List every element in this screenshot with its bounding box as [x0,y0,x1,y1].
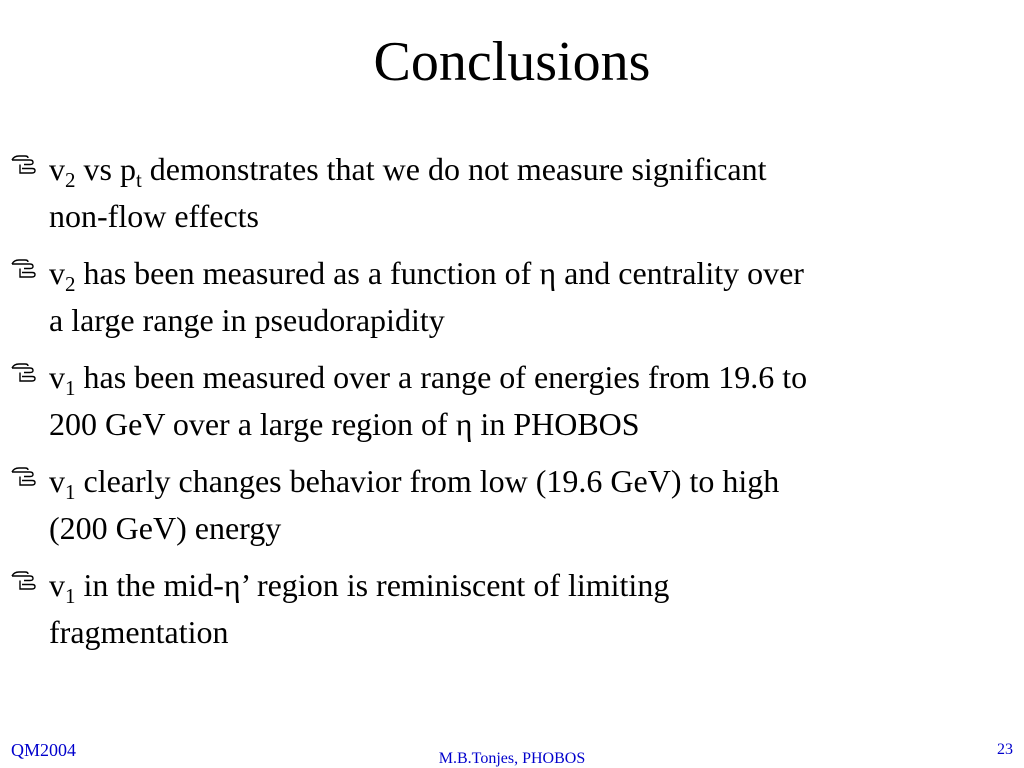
bullet-line-1: $v_1$ clearly changes behavior from low (19.6 GeV) to high [49,463,780,504]
bullet-line-1: $v_1$ has been measured over a range of energies from 19.6 to [49,359,808,400]
pointing-hand-icon [10,360,46,384]
footer-author: M.B.Tonjes, PHOBOS [438,750,586,767]
bullet-line-1: $v_2$ vs $p_t$ demonstrates that we do not measure significant [49,151,767,192]
footer-page-number: 23 [997,741,1013,758]
bullet-list [10,146,1010,666]
bullet-item [10,250,1010,344]
bullet-item [10,458,1010,552]
bullet-item [10,146,1010,240]
pointing-hand-icon [10,464,46,488]
bullet-line-2: non-flow effects [49,198,259,234]
bullet-line-2: 200 GeV over a large region of η in PHOBOS [49,406,640,442]
bullet-line-1: $v_2$ has been measured as a function of η and centrality over [49,255,804,296]
bullet-item [10,562,1010,656]
bullet-item [10,354,1010,448]
pointing-hand-icon [10,256,46,280]
pointing-hand-icon [10,152,46,176]
bullet-line-1: $v_1$ in the mid-η’ region is reminiscent of limiting [49,567,670,608]
bullet-line-2: a large range in pseudorapidity [49,302,445,338]
footer-conference: QM2004 [11,740,77,760]
bullet-line-2: fragmentation [49,614,229,650]
slide-title: Conclusions [373,31,651,93]
bullet-line-2: (200 GeV) energy [49,510,282,546]
pointing-hand-icon [10,568,46,592]
